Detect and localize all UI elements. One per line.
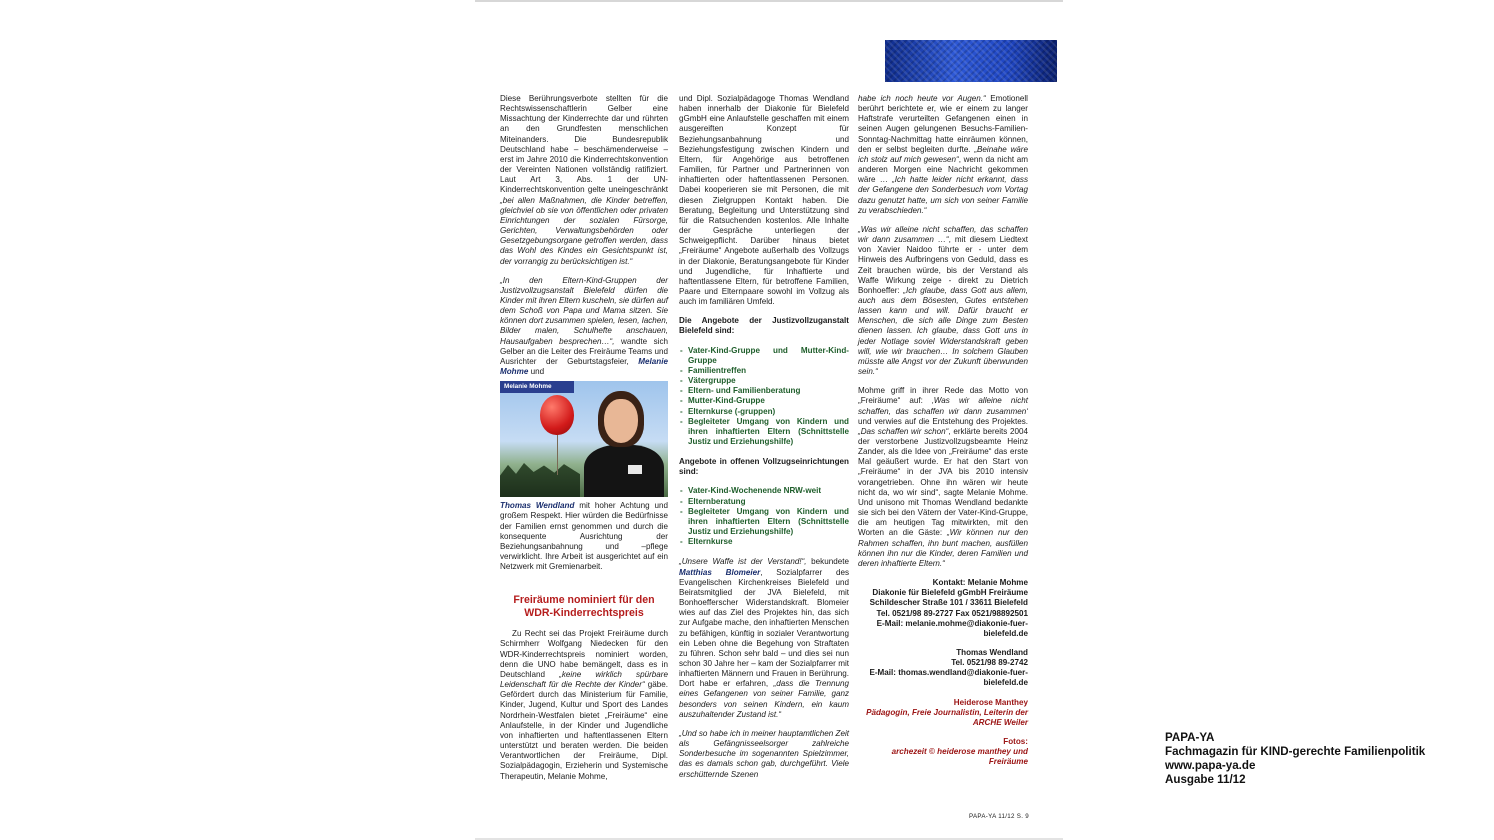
magazine-name: PAPA-YA xyxy=(1165,731,1215,744)
contact-melanie-mohme: Kontakt: Melanie Mohme Diakonie für Bielefeld gGmbH Freiräume Schildescher Straße 101 / 33611 Bielefeld Tel. 0521/98 89-2727 Fax 0521/98892501 E-Mail: melanie.mohme@diakonie-fuer-bielefeld.de xyxy=(869,578,1028,638)
offers-list-jva xyxy=(679,346,849,448)
magazine-tagline: Fachmagazin für KIND-gerechte Familienpolitik xyxy=(1165,745,1426,758)
name-melanie-mohme: Melanie Mohme xyxy=(500,356,668,377)
col2-paragraph-1: und Dipl. Sozialpädagoge Thomas Wendland haben innerhalb der Diakonie für Bielefeld gGmbH eine Anlaufstelle geschaffen mit einem ausgereiften Konzept für Beziehungsanbahnung und Beziehungsfestigung zwischen Kindern und Eltern, für Angehörige aus betroffenen Familien, für Partner und Partnerinnen von inhaftierten oder haftentlassenen Personen. Dabei kooperieren sie mit Personen, die mit diesen Zielgruppen Kontakt haben. Die Beratung, Begleitung und Unterstützung sind für die Ratsuchenden kostenlos. Alle Inhalte der Gespräche unterliegen der Schweigepflicht. Darüber hinaus bietet „Freiräume“ Angebote außerhalb des Vollzugs in der Diakonie, Beratungsangebote für Kinder und Jugendliche, für Inhaftierte und haftentlassene Eltern, für betroffene Familien, Paare und Elternpaare sowohl im Vollzug als auch im familiären Umfeld. xyxy=(679,94,849,307)
list-item: - Vater-Kind-Gruppe und Mutter-Kind-Gruppe xyxy=(679,346,849,366)
list-item: - Elternkurse (-gruppen) xyxy=(679,407,849,417)
page-footer: PAPA-YA 11/12 S. 9 xyxy=(969,813,1029,820)
photos-credit: archezeit © heiderose manthey und Freiräume xyxy=(891,747,1028,767)
list-item: - Elternberatung xyxy=(679,497,849,507)
red-balloon xyxy=(540,395,574,435)
column-2 xyxy=(679,94,849,789)
name-matthias-blomeier: Matthias Blomeier xyxy=(679,567,761,577)
section-title-wdr: Freiräume nominiert für den WDR-Kinderrechtspreis xyxy=(513,594,655,619)
offers-heading-open: Angebote in offenen Vollzugseinrichtungen sind: xyxy=(679,457,849,477)
photo-person xyxy=(584,389,664,497)
list-item: - Mutter-Kind-Gruppe xyxy=(679,396,849,406)
list-item: - Vätergruppe xyxy=(679,376,849,386)
author-name: Heiderose Manthey xyxy=(953,697,1028,707)
person-body xyxy=(584,445,664,497)
list-item: - Familientreffen xyxy=(679,366,849,376)
name-thomas-wendland: Thomas Wendland xyxy=(500,501,575,511)
col2-paragraph-3: „Und so habe ich in meiner hauptamtlichen Zeit als Gefängnisseelsorger zahlreiche Sonderbesuche im sogenannten Spielzimmer, das es damals schon gab, durchgeführt. Viele erschütternde Szenen xyxy=(679,728,849,779)
col1-paragraph-1: Diese Berührungsverbote stellten für die Rechtswissenschaftlerin Gelber eine Missachtung der Kinderrechte dar und rührten an den Grundfesten menschlichen Miteinanders. Die Bundesrepublik Deutschland habe – beschämenderweise – erst im Jahre 2010 die Kinderrechtskonvention der Vereinten Nationen vollständig ratifiziert. Laut Art 3, Abs. 1 der UN-Kinderrechtskonvention gelte uneingeschränkt „bei allen Maßnahmen, die Kinder betreffen, gleichviel ob sie von öffentlichen oder privaten Einrichtungen der sozialen Fürsorge, Gerichten, Verwaltungsbehörden oder Gesetzgebungsorgane getroffen werden, dass das Wohl des Kindes ein Gesichtspunkt ist, der vorrangig zu berücksichtigen ist.“ xyxy=(500,94,668,266)
col3-paragraph-2: „Was wir alleine nicht schaffen, das schaffen wir dann zusammen …“, mit diesem Liedtext von Xavier Naidoo führte er - unter dem Hinweis des Aufbringens von Geduld, dass es Zeit brauchen würde, bis der Verstand als Waffe Wirkung zeige - direkt zu Dietrich Bonhoeffer: „Ich glaube, dass Gott aus allem, auch aus dem Bösesten, Gutes entstehen lassen kann und will. Dafür braucht er Menschen, die sich alle Dinge zum Besten dienen lassen. Ich glaube, dass Gott uns in jeder Notlage soviel Widerstandskraft geben will, wie wir brauchen… In solchem Glauben müsste alle Angst vor der Zukunft überwunden sein.“ xyxy=(858,224,1029,377)
magazine-issue: Ausgabe 11/12 xyxy=(1165,773,1246,786)
list-item: - Elternkurse xyxy=(679,537,849,547)
magazine-url: www.papa-ya.de xyxy=(1165,759,1256,772)
col3-paragraph-3: Mohme griff in ihrer Rede das Motto von „Freiräume“ auf: ‚Was wir alleine nicht schaffen, das schaffen wir dann zusammen‘ und verwies auf die Entstehung des Projektes. „Das schaffen wir schon“, erklärte bereits 2004 der verstorbene Justizvollzugsbeamte Heinz Zander, als die Idee von „Freiräume“ das erste Mal geäußert wurde. Er hat den Start von „Freiräume“ in der JVA bis 2010 intensiv vorangetrieben. Ohne ihn wären wir heute nicht da, wo wir sind“, sagte Melanie Mohme. Und unisono mit Thomas Wendland bedankte sie sich bei den Vätern der Vater-Kind-Gruppe, die am heutigen Tag mitwirkten, mit den Worten an die Gäste: „Wir können nur den Rahmen schaffen, ihn bunt machen, ausfüllen können ihn nur die Kinder, deren Familien und deren inhaftierte Eltern.“ xyxy=(858,386,1028,568)
column-3 xyxy=(858,94,1028,777)
offers-list-open xyxy=(679,486,849,547)
col3-paragraph-1: habe ich noch heute vor Augen.“ Emotionell berührt berichtete er, wie er einem zu langer Haftstrafe verurteilten Gefangenen einen in seinen Augen gelungenen Besuchs-Familien-Sonntag-Nachmittag hatte einräumen können, den er selbst begleiten durfte. „Beinahe wäre ich stolz auf mich gewesen“, wenn da nicht am anderen Morgen eine Nachricht gekommen wäre … „Ich hatte leider nicht erkannt, dass der Gefangene den Sonderbesuch vom Vortag dazu genutzt hatte, um sich von seiner Familie zu verabschieden.“ xyxy=(858,94,1029,215)
list-item: - Begleiteter Umgang von Kindern und ihren inhaftierten Eltern (Schnittstelle Justiz und Erziehungshilfe) xyxy=(679,507,849,537)
contact-thomas-wendland: Thomas Wendland Tel. 0521/98 89-2742 E-Mail: thomas.wendland@diakonie-fuer-bielefeld.de xyxy=(869,647,1028,688)
decorative-blue-banner xyxy=(885,40,1057,82)
magazine-info xyxy=(1165,731,1425,787)
author-role: Pädagogin, Freie Journalistin, Leiterin der ARCHE Weiler xyxy=(866,707,1028,727)
col1-paragraph-4: Zu Recht sei das Projekt Freiräume durch Schirmherr Wolfgang Niedecken für den WDR-Kinderrechtspreis nominiert worden, denn die UNO habe bemängelt, dass es in Deutschland „keine wirklich spürbare Leidenschaft für die Rechte der Kinder“ gäbe. Gefördert durch das Ministerium für Familie, Kinder, Jugend, Kultur und Sport des Landes Nordrhein-Westfalen bietet „Freiräume“ eine Anlaufstelle, in der Kinder und Jugendliche von inhaftierten und haftentlassenen Eltern unterstützt und beraten werden. Die beiden Verantwortlichen der Freiräume, Dipl. Sozialpädagogin, Erzieherin und Systemische Therapeutin, Melanie Mohme, xyxy=(500,629,668,781)
list-item: - Begleiteter Umgang von Kindern und ihren inhaftierten Eltern (Schnittstelle Justiz und Erziehungshilfe) xyxy=(679,417,849,447)
balloon-string xyxy=(557,435,558,475)
photos-label: Fotos: xyxy=(1003,737,1028,747)
photo-melanie-mohme xyxy=(500,381,668,497)
photo-caption: Melanie Mohme xyxy=(500,381,574,393)
col1-paragraph-2: „In den Eltern-Kind-Gruppen der Justizvollzugsanstalt Bielefeld dürfen die Kinder mit ihren Eltern kuscheln, sie dürfen auf dem Schoß von Papa und Mama sitzen. Sie können dort zusammen spielen, lesen, lachen, Bilder malen, Schulhefte anschauen, Hausaufgaben besprechen…“, wandte sich Gelber an die Leiter des Freiräume Teams und Ausrichter der Geburtstagsfeier, Melanie Mohme und xyxy=(500,275,668,377)
person-face xyxy=(604,399,638,443)
photo-trees xyxy=(500,461,580,497)
col2-paragraph-2: „Unsere Waffe ist der Verstand!“, bekundete Matthias Blomeier, Sozialpfarrer des Evangelischen Kirchenkreises Bielefeld und Beiratsmitglied der JVA Bielefeld, mit Bonhoefferscher Widerstandskraft. Blomeier wies auf das Ziel des Projektes hin, das sich zur Aufgabe mache, den inhaftierten Menschen zu befähigen, künftig in sozialer Verantwortung ein Leben ohne die Begehung von Straftaten zu führen. Schon sehr bald – und dies sei nun schon 30 Jahre her – kam der Sozialpfarrer mit inhaftierten Männern und Frauen in Berührung. Dort habe er erfahren, „dass die Trennung eines Gefangenen von seiner Familie, ganz besonders von seinen Kindern, ein kaum auszuhaltender Zustand ist.“ xyxy=(679,557,849,719)
offers-heading-jva: Die Angebote der Justizvollzuganstalt Bielefeld sind: xyxy=(679,316,849,336)
magazine-page xyxy=(475,0,1063,840)
list-item: - Eltern- und Familienberatung xyxy=(679,386,849,396)
name-badge xyxy=(628,465,642,474)
col1-paragraph-3: Thomas Wendland mit hoher Achtung und großem Respekt. Hier würden die Bedürfnisse der Familien ernst genommen und durch die konsequente Ausrichtung der Beziehungsanbahnung und –pflege verwirklicht. Ihre Arbeit ist ausgerichtet auf ein Netzwerk mit Gremienarbeit. xyxy=(500,501,668,572)
list-item: - Vater-Kind-Wochenende NRW-weit xyxy=(679,486,849,496)
column-1 xyxy=(500,94,668,791)
